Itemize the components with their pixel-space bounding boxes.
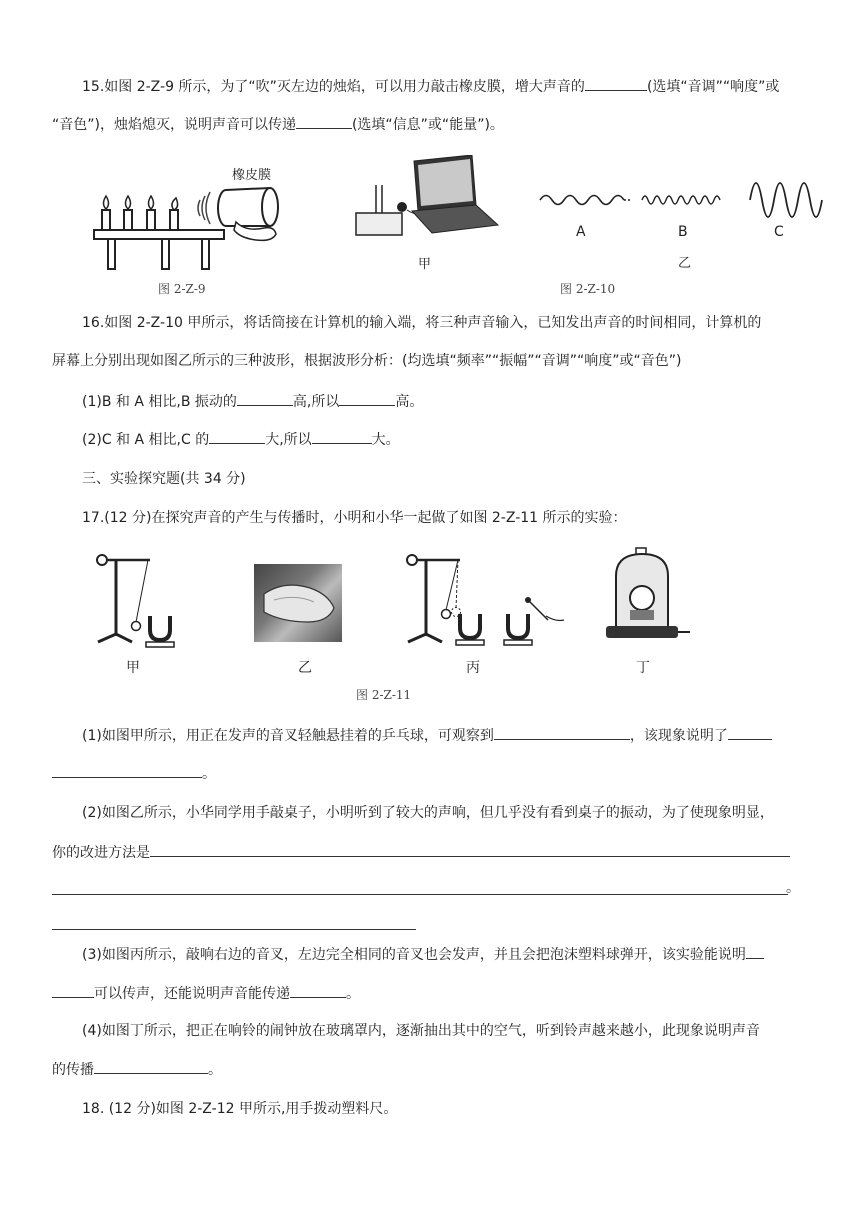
wave-b <box>642 196 720 204</box>
q16-blank-2[interactable] <box>339 391 395 406</box>
q17-blank-5[interactable] <box>52 928 416 930</box>
fig9-membrane-label: 橡皮膜 <box>232 168 272 183</box>
q17-part4-cont <box>52 1059 222 1080</box>
q15-line2 <box>52 114 504 135</box>
q17-blank-2b[interactable] <box>52 763 202 778</box>
q17-blank-9[interactable] <box>94 1059 208 1074</box>
q17-part4: (4)如图丁所示，把正在响铃的闹钟放在玻璃罩内，逐渐抽出其中的空气，听到铃声越来越小，此现象说明声音 <box>82 1023 760 1039</box>
q17-period-1: 。 <box>202 766 216 782</box>
q17-text-1b: ，该现象说明了 <box>629 728 728 744</box>
q16-text-1a: (1)B 和 A 相比,B 振动的 <box>82 394 237 410</box>
flames <box>104 196 178 210</box>
q16-blank-4[interactable] <box>312 429 372 444</box>
q17-part2-method <box>52 842 790 863</box>
q15-text-1a: 15.如图 2-Z-9 所示，为了“吹”灭左边的烛焰，可以用力敲击橡皮膜，增大声音的 <box>82 79 585 95</box>
q16-line2: 屏幕上分别出现如图乙所示的三种波形，根据波形分析：(均选填“频率”“振幅”“音调”“响度”或“音色”) <box>52 353 682 369</box>
q16-text-1c: 高。 <box>395 394 424 410</box>
q16-text-2c: 大。 <box>371 432 400 448</box>
fig10-caption: 图 2-Z-10 <box>560 282 616 296</box>
q15-blank-2[interactable] <box>296 114 352 129</box>
wave-b-label: B <box>678 224 688 240</box>
q18-text: 18. (12 分)如图 2-Z-12 甲所示,用手拨动塑料尺。 <box>82 1101 398 1117</box>
q16-text-2b: 大,所以 <box>265 432 312 448</box>
q15-blank-1[interactable] <box>585 76 647 91</box>
fig11-yi-label: 乙 <box>298 660 312 676</box>
laptop-screen <box>418 159 473 206</box>
wave-a <box>540 196 624 205</box>
tuning-fork <box>150 616 170 640</box>
hand-knocking-icon <box>254 564 342 642</box>
q17-text-2b: 你的改进方法是 <box>52 845 150 861</box>
q17-part2: (2)如图乙所示，小华同学用手敲桌子，小明听到了较大的声响，但几乎没有看到桌子的振动，为了使现象明显， <box>82 805 774 821</box>
q17-text-3a: (3)如图丙所示，敲响右边的音叉，左边完全相同的音叉也会发声，并且会把泡沫塑料球弹开，该实验能说明 <box>82 947 746 963</box>
q17-blank-7[interactable] <box>52 983 94 998</box>
figure-waveforms <box>538 166 838 226</box>
section-3-heading: 三、实验探究题(共 34 分) <box>82 471 246 487</box>
q17-blank-2[interactable] <box>728 725 772 740</box>
q16-blank-1[interactable] <box>237 391 293 406</box>
figure-ding-bell-jar <box>602 546 692 646</box>
figure-yi-hand-photo <box>254 564 342 642</box>
q17-part1 <box>82 725 772 746</box>
fig11-ding-label: 丁 <box>636 660 650 676</box>
wave-c <box>750 183 822 217</box>
sound-waves <box>198 192 210 224</box>
fig11-jia-label: 甲 <box>126 660 140 676</box>
fig10-yi-label: 乙 <box>678 256 692 271</box>
q17-blank-4[interactable] <box>52 893 788 895</box>
q17-text-4b: 的传播 <box>52 1062 94 1078</box>
box <box>356 213 402 235</box>
figure-bing-resonance <box>398 548 578 648</box>
figure-jia-tuning-fork-ball <box>88 548 208 648</box>
q17-period-4: 。 <box>208 1062 222 1078</box>
q17-text-1a: (1)如图甲所示，用正在发声的音叉轻触悬挂着的乒乓球，可观察到 <box>82 728 494 744</box>
q17-blank-3[interactable] <box>150 842 790 857</box>
candles <box>102 210 178 230</box>
fig9-caption: 图 2-Z-9 <box>158 282 206 296</box>
q17-blank-1[interactable] <box>494 725 630 740</box>
q15-text-1b: (选填“音调”“响度”或 <box>646 79 780 95</box>
q17-text-3b: 可以传声，还能说明声音能传递 <box>94 986 290 1002</box>
q16-part1 <box>82 391 423 412</box>
q16-part2 <box>82 429 400 450</box>
wave-c-label: C <box>774 224 784 240</box>
ping-pong-ball <box>132 622 141 631</box>
candle-shelf <box>94 230 224 239</box>
q17-part1-cont <box>52 763 216 784</box>
figure-laptop-microphone <box>352 155 502 245</box>
mallet <box>530 602 548 620</box>
q17-intro: 17.(12 分)在探究声音的产生与传播时，小明和小华一起做了如图 2-Z-11 所示的实验： <box>82 510 627 526</box>
q15-text-2a: “音色”)，烛焰熄灭，说明声音可以传递 <box>52 117 296 133</box>
q17-period-3: 。 <box>346 986 360 1002</box>
q17-blank-6[interactable] <box>746 944 764 959</box>
q17-part3 <box>82 944 764 965</box>
q15-text-2b: (选填“信息”或“能量”)。 <box>351 117 504 133</box>
fig11-bing-label: 丙 <box>466 660 480 676</box>
q16-line1: 16.如图 2-Z-10 甲所示，将话筒接在计算机的输入端，将三种声音输入，已知发出声音的时间相同，计算机的 <box>82 315 762 331</box>
q16-blank-3[interactable] <box>209 429 265 444</box>
q16-text-1b: 高,所以 <box>292 394 340 410</box>
wave-a-label: A <box>576 224 586 240</box>
q17-blank-8[interactable] <box>290 983 346 998</box>
q17-part3-cont <box>52 983 360 1004</box>
microphone <box>397 202 407 212</box>
fig10-jia-label: 甲 <box>418 257 432 272</box>
fig11-caption: 图 2-Z-11 <box>356 688 412 702</box>
q16-text-2a: (2)C 和 A 相比,C 的 <box>82 432 210 448</box>
jar-base <box>606 626 678 638</box>
alarm-clock <box>630 586 654 610</box>
q15-line1 <box>82 76 779 97</box>
q17-period-2: 。 <box>786 880 800 896</box>
